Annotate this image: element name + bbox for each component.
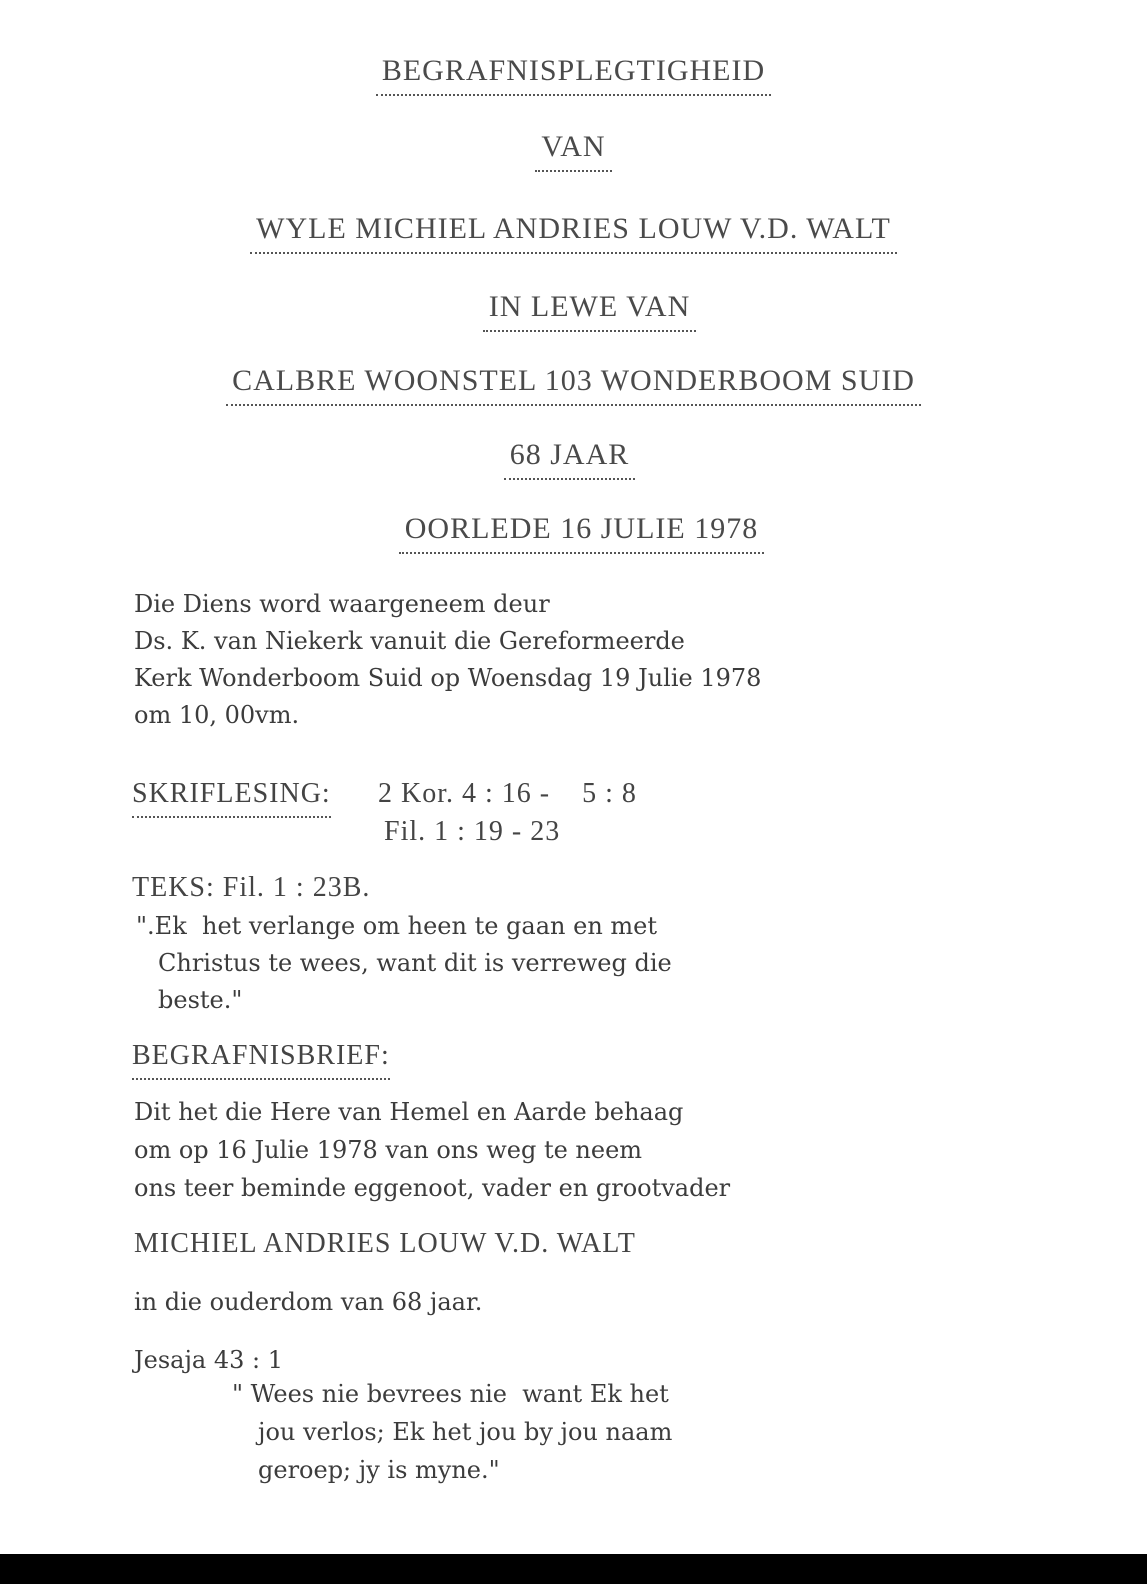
heading-van: [0, 130, 1147, 172]
letter-line-1: Dit het die Here van Hemel en Aarde behaag: [134, 1098, 684, 1126]
heading-in-lewe: [16, 290, 1147, 332]
letter-line-3: ons teer beminde eggenoot, vader en grootvader: [134, 1174, 731, 1202]
letter-label: [132, 1040, 390, 1080]
scripture-line-3: geroep; jy is myne.": [258, 1456, 500, 1484]
letter-line-2: om op 16 Julie 1978 van ons weg te neem: [134, 1136, 643, 1164]
letter-label-text: BEGRAFNISBRIEF:: [132, 1040, 390, 1080]
age-text: 68 JAAR: [504, 438, 636, 480]
date-of-death-heading: [8, 512, 1147, 554]
text-label: TEKS: Fil. 1 : 23B.: [132, 872, 371, 903]
deceased-name-heading: [0, 212, 1147, 254]
programme-title: [0, 54, 1147, 96]
address-heading: [0, 364, 1147, 406]
text-quote-line-3: beste.": [158, 986, 243, 1014]
scripture-reference: Jesaja 43 : 1: [134, 1346, 283, 1374]
scripture-line-2: jou verlos; Ek het jou by jou naam: [258, 1418, 673, 1446]
reading-label-text: SKRIFLESING:: [132, 778, 331, 818]
reading-label: [132, 778, 331, 818]
age-heading: [0, 438, 1143, 480]
programme-title-text: BEGRAFNISPLEGTIGHEID: [376, 54, 771, 96]
service-line-4: om 10, 00vm.: [134, 701, 300, 729]
scan-edge-bar: [0, 1554, 1147, 1584]
deceased-name-text: WYLE MICHIEL ANDRIES LOUW V.D. WALT: [250, 212, 897, 254]
service-line-1: Die Diens word waargeneem deur: [134, 590, 550, 618]
letter-age-line: in die ouderdom van 68 jaar.: [134, 1288, 483, 1316]
scripture-line-1: " Wees nie bevrees nie want Ek het: [232, 1380, 669, 1408]
date-of-death-text: OORLEDE 16 JULIE 1978: [399, 512, 764, 554]
service-line-2: Ds. K. van Niekerk vanuit die Gereformeerde: [134, 627, 685, 655]
text-quote-line-2: Christus te wees, want dit is verreweg die: [158, 949, 672, 977]
text-quote-line-1: ".Ek het verlange om heen te gaan en met: [136, 912, 658, 940]
letter-deceased-name: MICHIEL ANDRIES LOUW V.D. WALT: [134, 1228, 636, 1259]
address-text: CALBRE WOONSTEL 103 WONDERBOOM SUID: [226, 364, 921, 406]
service-line-3: Kerk Wonderboom Suid op Woensdag 19 Julie 1978: [134, 664, 762, 692]
reading-ref-2: Fil. 1 : 19 - 23: [384, 816, 561, 847]
heading-van-text: VAN: [535, 130, 611, 172]
heading-in-lewe-text: IN LEWE VAN: [483, 290, 697, 332]
reading-ref-1: 2 Kor. 4 : 16 - 5 : 8: [378, 778, 637, 809]
